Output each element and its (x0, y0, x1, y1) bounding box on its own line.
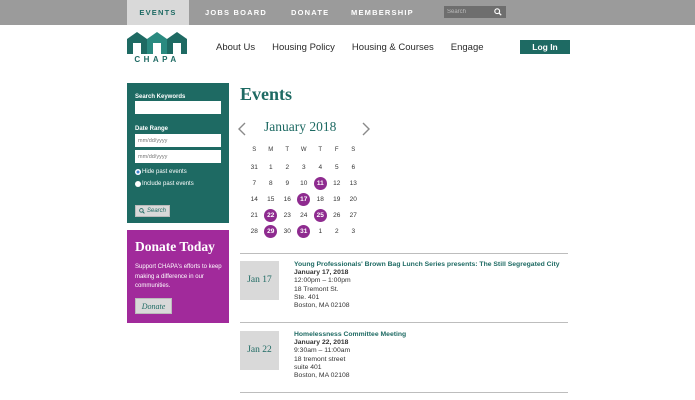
radio-selected-icon (135, 169, 141, 175)
chevron-left-icon[interactable] (236, 122, 248, 136)
event-date: January 22, 2018 (294, 339, 349, 347)
search-button-label: Search (146, 208, 166, 214)
top-search (444, 6, 506, 18)
donate-button[interactable]: Donate (135, 298, 172, 314)
calendar-day-event[interactable]: 31 (297, 225, 310, 238)
top-nav (127, 0, 431, 25)
search-icon[interactable] (492, 6, 504, 18)
event-address-line: Boston, MA 02108 (294, 372, 350, 380)
date-to-input[interactable] (135, 150, 221, 163)
calendar-week (246, 207, 362, 223)
hide-past-radio[interactable] (135, 169, 187, 175)
calendar-day[interactable]: 10 (300, 179, 308, 187)
event-address-line: Ste. 401 (294, 293, 320, 301)
event-address-line: 18 tremont street (294, 355, 346, 363)
weekday: M (268, 147, 274, 153)
event-item (294, 331, 406, 380)
chapa-logo[interactable] (127, 31, 187, 65)
calendar-day[interactable]: 6 (351, 163, 356, 171)
top-nav-events[interactable]: EVENTS (127, 0, 189, 25)
calendar-week (246, 175, 362, 191)
event-date: January 17, 2018 (294, 269, 349, 277)
calendar-day-event[interactable]: 11 (314, 177, 327, 190)
divider (240, 392, 568, 393)
calendar-day[interactable]: 19 (333, 195, 341, 203)
donate-text: Support CHAPA's efforts to keep making a difference in our communities. (135, 264, 222, 289)
nav-about-us[interactable]: About Us (216, 42, 256, 53)
donate-panel (127, 230, 229, 323)
donate-title: Donate Today (135, 239, 215, 254)
top-nav-jobs-board[interactable]: JOBS BOARD (205, 8, 268, 17)
divider (240, 253, 568, 254)
search-icon (139, 208, 145, 214)
calendar-day[interactable]: 28 (250, 227, 258, 235)
event-date-box[interactable]: Jan 22 (240, 331, 279, 370)
event-address-line: Boston, MA 02108 (294, 302, 350, 310)
calendar-day[interactable]: 9 (285, 179, 290, 187)
keywords-label: Search Keywords (135, 94, 186, 100)
calendar-day[interactable]: 14 (250, 195, 258, 203)
search-button[interactable] (135, 205, 170, 217)
include-past-radio[interactable] (135, 181, 194, 187)
calendar-day[interactable]: 26 (333, 211, 341, 219)
login-button[interactable]: Log In (520, 40, 570, 54)
weekday: S (351, 147, 356, 153)
calendar-day[interactable]: 3 (351, 227, 356, 235)
calendar-day-event[interactable]: 25 (314, 209, 327, 222)
weekday: W (300, 147, 307, 153)
weekday: S (252, 147, 257, 153)
calendar-weekdays (246, 147, 362, 159)
event-time: 12:00pm – 1:00pm (294, 277, 351, 285)
calendar-day[interactable]: 24 (300, 211, 308, 219)
calendar-week (246, 191, 362, 207)
calendar-week (246, 159, 362, 175)
calendar-day[interactable]: 5 (334, 163, 339, 171)
radio-unselected-icon (135, 181, 141, 187)
top-utility-bar (0, 0, 695, 25)
calendar-day[interactable]: 3 (301, 163, 306, 171)
event-time: 9:30am – 11:00am (294, 347, 351, 355)
chevron-right-icon[interactable] (360, 122, 372, 136)
calendar-day[interactable]: 2 (285, 163, 290, 171)
top-nav-membership[interactable]: MEMBERSHIP (351, 8, 414, 17)
logo-text: CHAPA (134, 55, 180, 64)
calendar-day[interactable]: 8 (268, 179, 273, 187)
calendar-month: January 2018 (264, 119, 337, 134)
weekday: F (334, 147, 339, 153)
event-title-link[interactable]: Homelessness Committee Meeting (294, 331, 407, 338)
page-title: Events (240, 84, 293, 104)
calendar-day-event[interactable]: 29 (264, 225, 277, 238)
calendar-day-event[interactable]: 17 (297, 193, 310, 206)
event-address-line: suite 401 (294, 363, 322, 371)
calendar-day[interactable]: 21 (250, 211, 258, 219)
calendar-day[interactable]: 16 (283, 195, 291, 203)
calendar-day[interactable]: 30 (283, 227, 291, 235)
calendar-day[interactable]: 1 (268, 163, 273, 171)
calendar-grid (246, 147, 362, 239)
calendar-day[interactable]: 18 (316, 195, 324, 203)
nav-engage[interactable]: Engage (450, 42, 484, 53)
calendar-day-event[interactable]: 22 (264, 209, 277, 222)
nav-housing-policy[interactable]: Housing Policy (272, 42, 335, 53)
calendar-day[interactable]: 27 (349, 211, 357, 219)
top-search-input[interactable] (444, 6, 492, 18)
calendar-day[interactable]: 31 (250, 163, 258, 171)
calendar-day[interactable]: 1 (318, 227, 323, 235)
main-nav (216, 42, 501, 53)
event-search-panel (127, 83, 229, 223)
houses-logo-icon (127, 31, 187, 55)
calendar-day[interactable]: 12 (333, 179, 341, 187)
date-from-input[interactable] (135, 134, 221, 147)
top-nav-donate[interactable]: DONATE (291, 8, 330, 17)
nav-housing-courses[interactable]: Housing & Courses (351, 42, 434, 53)
calendar-day[interactable]: 15 (267, 195, 275, 203)
include-past-label: Include past events (142, 181, 194, 187)
weekday: T (318, 147, 323, 153)
event-date-box[interactable]: Jan 17 (240, 261, 279, 300)
calendar-week (246, 223, 362, 239)
weekday: T (285, 147, 290, 153)
hide-past-label: Hide past events (142, 169, 187, 175)
calendar-day[interactable]: 7 (252, 179, 257, 187)
calendar-day[interactable]: 2 (334, 227, 339, 235)
event-title-link[interactable]: Young Professionals' Brown Bag Lunch Series presents: The Still Segregated City (294, 261, 560, 268)
calendar-day[interactable]: 20 (349, 195, 357, 203)
event-item (294, 261, 560, 310)
calendar-day[interactable]: 23 (283, 211, 291, 219)
divider (240, 322, 568, 323)
event-address-line: 18 Tremont St. (294, 285, 339, 293)
calendar-day[interactable]: 13 (349, 179, 357, 187)
keywords-input[interactable] (135, 101, 221, 114)
calendar-day[interactable]: 4 (318, 163, 323, 171)
date-range-label: Date Range (135, 126, 169, 132)
